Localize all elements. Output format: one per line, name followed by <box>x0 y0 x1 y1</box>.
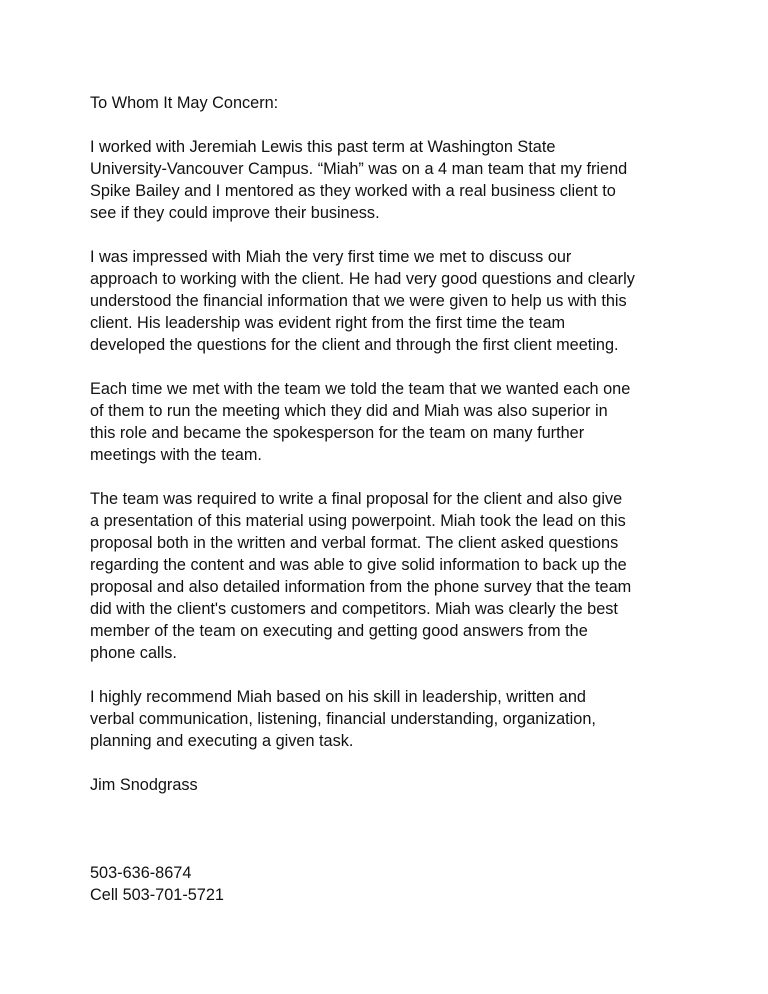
signature-spacer <box>90 796 710 862</box>
paragraph-line: proposal both in the written and verbal format. The client asked questions <box>90 534 619 552</box>
paragraph-line: this role and became the spokesperson for the team on many further <box>90 424 585 442</box>
paragraph-1 <box>90 136 710 224</box>
letter-body <box>90 92 710 906</box>
paragraph-line: University-Vancouver Campus. “Miah” was on a 4 man team that my friend <box>90 160 628 178</box>
paragraph-line: member of the team on executing and getting good answers from the <box>90 622 588 640</box>
paragraph-line: planning and executing a given task. <box>90 732 354 750</box>
paragraph-line: did with the client's customers and competitors. Miah was clearly the best <box>90 600 618 618</box>
paragraph-line: of them to run the meeting which they did and Miah was also superior in <box>90 402 608 420</box>
paragraph-3 <box>90 378 710 466</box>
paragraph-line: developed the questions for the client and through the first client meeting. <box>90 336 619 354</box>
paragraph-line: Each time we met with the team we told the team that we wanted each one <box>90 380 631 398</box>
paragraph-line: see if they could improve their business. <box>90 204 380 222</box>
paragraph-line: I worked with Jeremiah Lewis this past term at Washington State <box>90 138 556 156</box>
paragraph-line: I was impressed with Miah the very first time we met to discuss our <box>90 248 572 266</box>
paragraph-line: a presentation of this material using powerpoint. Miah took the lead on this <box>90 512 626 530</box>
paragraph-line: phone calls. <box>90 644 177 662</box>
phone-number: 503-636-8674 <box>90 864 192 882</box>
paragraph-line: regarding the content and was able to give solid information to back up the <box>90 556 627 574</box>
paragraph-line: The team was required to write a final proposal for the client and also give <box>90 490 623 508</box>
paragraph-line: I highly recommend Miah based on his skill in leadership, written and <box>90 688 586 706</box>
paragraph-line: verbal communication, listening, financial understanding, organization, <box>90 710 596 728</box>
paragraph-2 <box>90 246 710 356</box>
letter-greeting: To Whom It May Concern: <box>90 94 279 112</box>
paragraph-line: proposal and also detailed information from the phone survey that the team <box>90 578 632 596</box>
paragraph-5 <box>90 686 710 752</box>
signature-name: Jim Snodgrass <box>90 776 198 794</box>
paragraph-line: approach to working with the client. He had very good questions and clearly <box>90 270 635 288</box>
paragraph-line: understood the financial information that we were given to help us with this <box>90 292 627 310</box>
paragraph-line: client. His leadership was evident right from the first time the team <box>90 314 566 332</box>
cell-number: Cell 503-701-5721 <box>90 886 224 904</box>
paragraph-line: meetings with the team. <box>90 446 262 464</box>
paragraph-4 <box>90 488 710 664</box>
paragraph-line: Spike Bailey and I mentored as they worked with a real business client to <box>90 182 616 200</box>
